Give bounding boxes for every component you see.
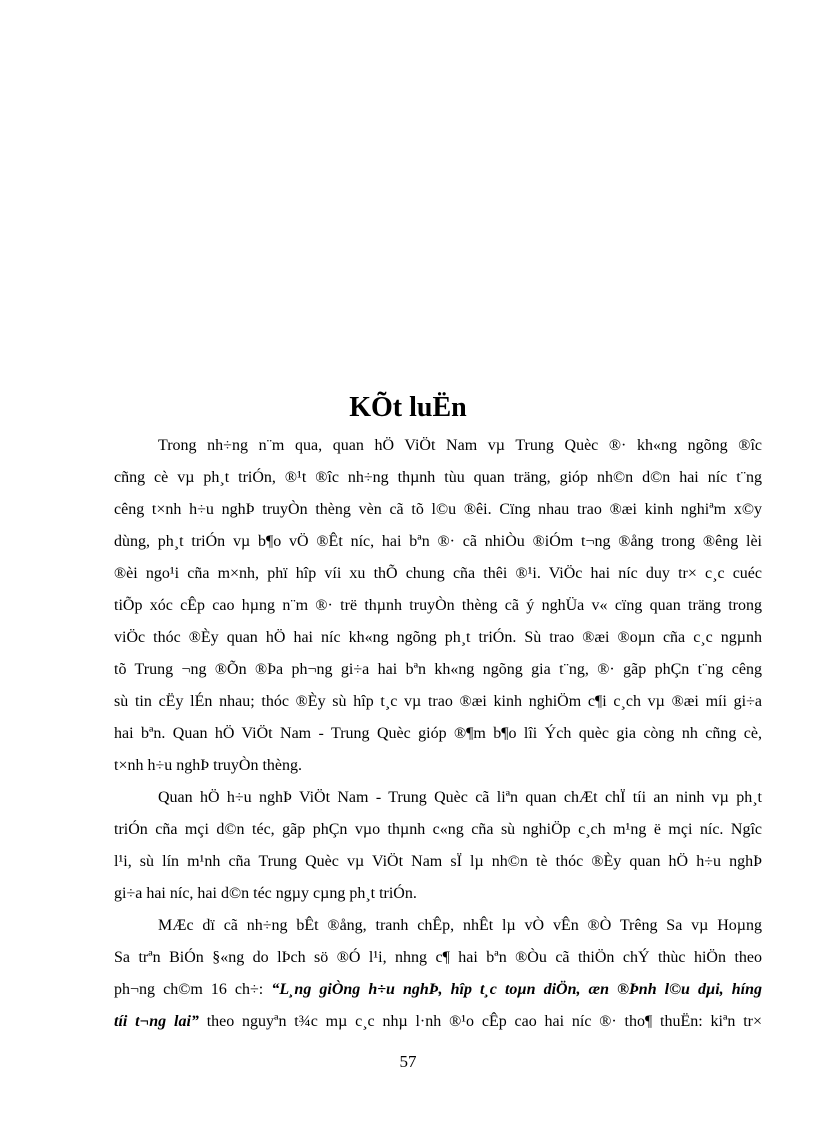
text-line: hai bªn. Quan hÖ ViÖt Nam - Trung Quèc gióp ®¶m b¶o lîi Ých quèc gia còng nh cñng cè, (114, 725, 762, 742)
page-title: KÕt luËn (349, 392, 467, 423)
text-line-quote-end (114, 1006, 762, 1038)
quote-lead-text: ph¬ng ch©m 16 ch÷: (114, 981, 272, 998)
text-line: cêng t×nh h÷u nghÞ truyÒn thèng vèn cã tõ l©u ®êi. Cïng nhau trao ®æi kinh nghiªm x©y (114, 501, 762, 518)
quote-text-end: tíi t¬ng lai” (114, 1013, 199, 1030)
text-line: triÓn cña mçi d©n téc, gãp phÇn vµo thµnh c«ng cña sù nghiÖp c¸ch m¹ng ë mçi níc. Ngîc (114, 821, 762, 838)
text-line: Trong nh÷ng n¨m qua, quan hÖ ViÖt Nam vµ Trung Quèc ®· kh«ng ngõng ®îc (158, 437, 762, 454)
text-line: Quan hÖ h÷u nghÞ ViÖt Nam - Trung Quèc cã liªn quan chÆt chÏ tíi an ninh vµ ph¸t (158, 789, 762, 806)
text-line: tiÕp xóc cÊp cao hµng n¨m ®· trë thµnh truyÒn thèng cã ý nghÜa v« cïng quan träng trong (114, 597, 762, 614)
text-line: l¹i, sù lín m¹nh cña Trung Quèc vµ ViÖt Nam sÏ lµ nh©n tè thóc ®Èy quan hÖ h÷u nghÞ (114, 853, 762, 870)
text-line: dùng, ph¸t triÓn vµ b¶o vÖ ®Êt níc, hai bªn ®· cã nhiÒu ®iÓm t¬ng ®ång trong ®êng lèi (114, 533, 762, 550)
quote-trailing-text: theo nguyªn t¾c mµ c¸c nhµ l·nh ®¹o cÊp cao hai níc ®· tho¶ thuËn: kiªn tr× (198, 1013, 762, 1030)
text-line: t×nh h÷u nghÞ truyÒn thèng. (114, 757, 303, 774)
page-number: 57 (399, 1052, 417, 1071)
paragraph-2 (114, 782, 762, 910)
text-line: cñng cè vµ ph¸t triÓn, ®¹t ®îc nh÷ng thµnh tùu quan träng, gióp nh©n d©n hai níc t¨ng (114, 469, 762, 486)
text-line: MÆc dï cã nh÷ng bÊt ®ång, tranh chÊp, nhÊt lµ vÒ vÊn ®Ò Trêng Sa vµ Hoµng (158, 917, 762, 934)
text-line: sù tin cËy lÉn nhau; thóc ®Èy sù hîp t¸c vµ trao ®æi kinh nghiÖm c¶i c¸ch vµ ®æi míi gi÷a (114, 693, 762, 710)
text-line-with-quote (114, 974, 762, 1006)
body-text (114, 430, 762, 1038)
text-line: tõ Trung ¬ng ®Õn ®Þa ph¬ng gi÷a hai bªn kh«ng ngõng gia t¨ng, ®· gãp phÇn t¨ng cêng (114, 661, 762, 678)
text-line: gi÷a hai níc, hai d©n téc ngµy cµng ph¸t triÓn. (114, 885, 417, 902)
paragraph-1 (114, 430, 762, 782)
text-line: ®èi ngo¹i cña m×nh, phï hîp víi xu thÕ chung cña thêi ®¹i. ViÖc hai níc duy tr× c¸c cuéc (114, 565, 762, 582)
text-line: Sa trªn BiÓn §«ng do lÞch sö ®Ó l¹i, nhng c¶ hai bªn ®Òu cã thiÖn chÝ thùc hiÖn theo (114, 949, 762, 966)
quote-text: “L¸ng giÒng h÷u nghÞ, hîp t¸c toµn diÖn, æn ®Þnh l©u dµi, híng (271, 981, 762, 998)
paragraph-3 (114, 910, 762, 1038)
text-line: viÖc thóc ®Èy quan hÖ hai níc kh«ng ngõng ph¸t triÓn. Sù trao ®æi ®oµn cña c¸c ngµnh (114, 629, 762, 646)
